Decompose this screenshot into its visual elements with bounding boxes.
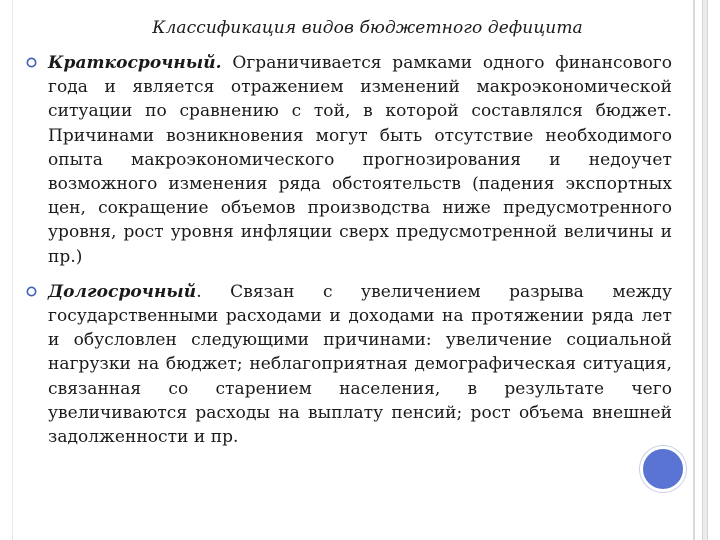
bullet-term: Краткосрочный.: [48, 53, 222, 73]
bullet-item-long-term: [24, 280, 672, 449]
frame-line-right-outer: [693, 0, 695, 540]
bullet-text: . Связан с увеличением разрыва между государственными расходами и доходами на протяжении ряда лет и обусловлен следующими причинами: увеличение социальной нагрузки на бюджет; неблагоприятная демографическая ситуация, связанная со старением населения, в результате чего увеличиваются расходы на выплату пенсий; рост объема внешней задолженности и пр.: [48, 281, 672, 448]
bullet-term: Долгосрочный: [48, 281, 197, 302]
frame-line-left: [12, 0, 13, 540]
slide-title: Классификация видов бюджетного дефицита: [152, 18, 583, 38]
bullet-item-short-term: [24, 51, 672, 269]
bullet-text: Ограничивается рамками одного финансового года и является отражением изменений макроэкономической ситуации по сравнению с той, в которой составлялся бюджет. Причинами возникновения могут быть отсутствие необходимого опыта макроэкономического прогнозирования и недоучет возможного изменения ряда обстоятельств (падения экспортных цен, сокращение объемов производства ниже предусмотренного уровня, рост уровня инфляции сверх предусмотренной величины и пр.): [48, 53, 672, 267]
ring-bullet-icon: [26, 286, 37, 297]
decorative-circle: [640, 446, 686, 492]
frame-line-right-inner: [702, 0, 708, 540]
ring-bullet-icon: [26, 57, 37, 68]
bullet-list: [24, 51, 672, 449]
